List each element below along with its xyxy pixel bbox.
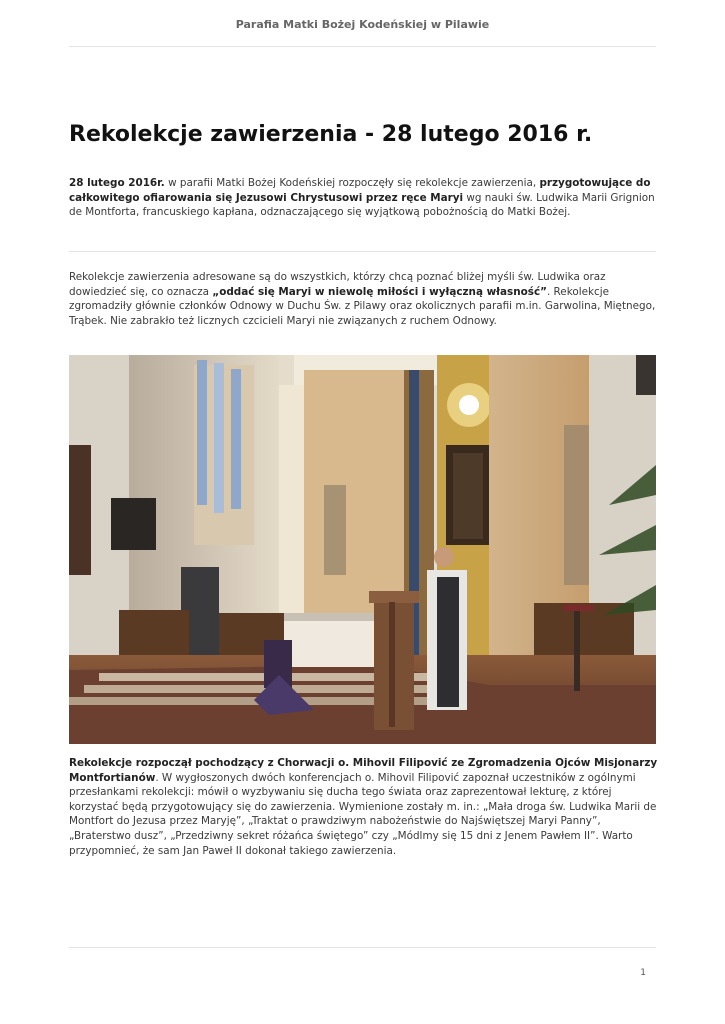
audience-text-2: . Rekolekcje zgromadziły głównie członków Odnowy w Duchu Św. z Pilawy oraz okolicznych parafii m.in. Garwolina, Miętnego, Trąbek. Nie zabrakło też licznych czcicieli Maryi nie związanych z ruchem Odnowy. bbox=[69, 285, 656, 327]
footer-divider bbox=[69, 947, 656, 948]
retreat-leader-text: . W wygłoszonych dwóch konferencjach o. Mihovil Filipović zapoznał uczestników z ogólnymi przesłankami rekolekcji: mówił o wyzbywaniu się ducha tego świata oraz zaprezentował lekturę, z której korzystać będą przygotowujący się do zawierzenia. Wymienione zostały m. in.: „Mała droga św. Ludwika Marii de Montfort do Jezusa przez Maryję”, „Traktat o prawdziwym nabożeństwie do Najświętszej Maryi Panny”, „Braterstwo dusz”, „Przedziwny sekret różańca świętego” czy „Módlmy się 15 dni z Jenem Pawłem II”. Warto przypomnieć, że sam Jan Paweł II dokonał takiego zawierzenia. bbox=[69, 771, 657, 857]
intro-emphasis: przygotowujące do całkowitego ofiarowania się Jezusowi Chrystusowi przez ręce Maryi bbox=[69, 177, 651, 204]
retreat-leader-paragraph bbox=[69, 756, 659, 858]
retreat-leader-emphasis: Rekolekcje rozpoczął pochodzący z Chorwacji o. Mihovil Filipović ze Zgromadzenia Ojców Misjonarzy Montfortianów bbox=[69, 757, 658, 784]
section-divider bbox=[69, 251, 656, 252]
header-divider bbox=[69, 46, 656, 47]
intro-text-1: w parafii Matki Bożej Kodeńskiej rozpoczęły się rekolekcje zawierzenia, bbox=[164, 177, 540, 189]
intro-date: 28 lutego 2016r. bbox=[69, 177, 165, 189]
site-title: Parafia Matki Bożej Kodeńskiej w Pilawie bbox=[235, 18, 490, 31]
intro-text-2: wg nauki św. Ludwika Marii Grignion de Montforta, francuskiego kapłana, odznaczającego się wyjątkową pobożnością do Matki Bożej. bbox=[69, 191, 655, 219]
audience-emphasis: „oddać się Maryi w niewolę miłości i wyłączną własność” bbox=[212, 285, 547, 298]
church-interior-photo bbox=[69, 355, 656, 744]
intro-paragraph bbox=[69, 176, 659, 220]
page-number: 1 bbox=[640, 968, 646, 978]
audience-text-1: Rekolekcje zawierzenia adresowane są do wszystkich, którzy chcą poznać bliżej myśli św. Ludwika oraz dowiedzieć się, co oznacza bbox=[69, 271, 606, 298]
audience-paragraph bbox=[69, 270, 659, 328]
page-title: Rekolekcje zawierzenia - 28 lutego 2016 r. bbox=[69, 122, 593, 147]
